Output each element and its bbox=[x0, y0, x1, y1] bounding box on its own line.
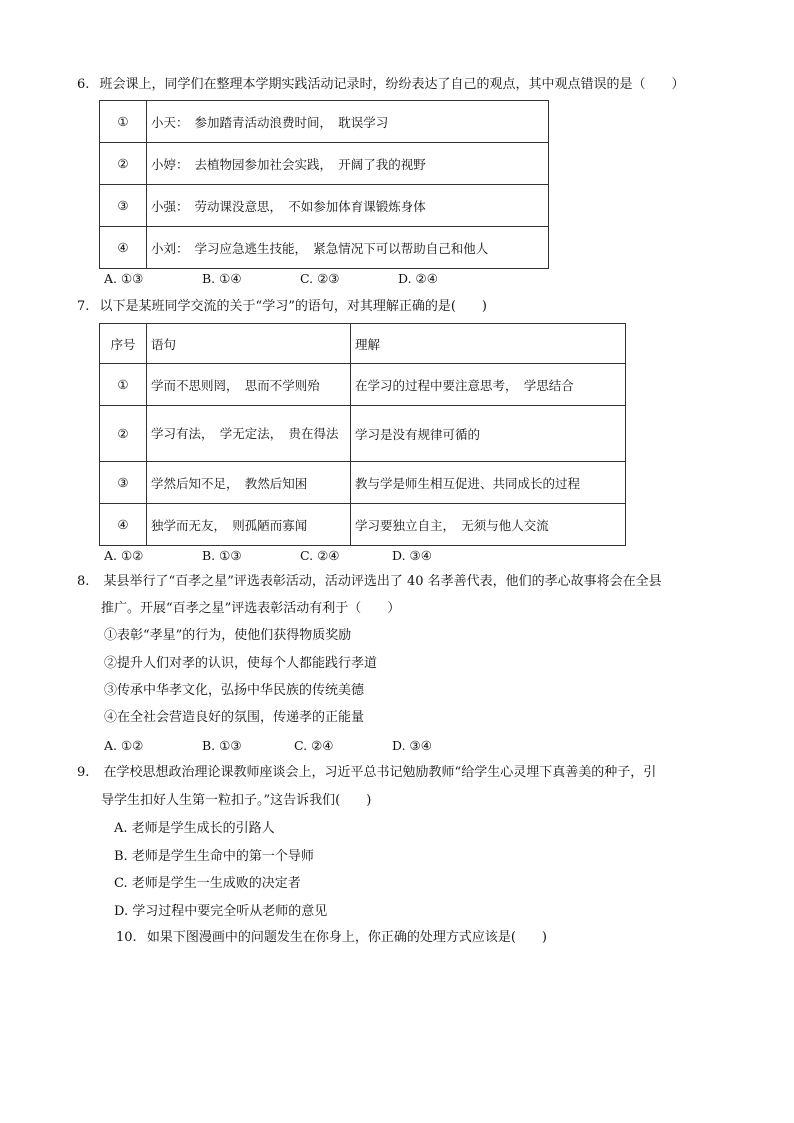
q7-table bbox=[99, 323, 626, 546]
statement-item: ④在全社会营造良好的氛围，传递孝的正能量 bbox=[104, 710, 365, 725]
header-index: 序号 bbox=[100, 324, 147, 364]
row-meaning: 教与学是师生相互促进、共同成长的过程 bbox=[351, 462, 626, 504]
table-row bbox=[100, 504, 626, 546]
q6-options bbox=[104, 271, 438, 287]
option-c[interactable]: C. ②④ bbox=[300, 548, 340, 563]
table-row bbox=[100, 143, 549, 185]
question-6 bbox=[77, 75, 734, 95]
option-b[interactable]: B. ①④ bbox=[202, 271, 242, 286]
statement-item: ②提升人们对孝的认识，使每个人都能践行孝道 bbox=[104, 656, 378, 671]
question-number: 8. bbox=[77, 574, 90, 589]
choice-c[interactable]: C. 老师是学生一生成败的决定者 bbox=[114, 876, 301, 891]
question-stem-line2: 推广。开展“百孝之星”评选表彰活动有利于（ ） bbox=[101, 601, 401, 616]
option-a[interactable]: A. ①② bbox=[104, 548, 144, 563]
statement-item: ①表彰“孝星”的行为，使他们获得物质奖励 bbox=[104, 628, 352, 643]
option-b[interactable]: B. ①③ bbox=[202, 738, 242, 753]
row-meaning: 学习是没有规律可循的 bbox=[351, 406, 626, 462]
table-row bbox=[100, 185, 549, 227]
table-row bbox=[100, 406, 626, 462]
speaker-name: 小刘： bbox=[151, 240, 189, 256]
table-row bbox=[100, 227, 549, 269]
choice-a[interactable]: A. 老师是学生成长的引路人 bbox=[114, 821, 275, 836]
option-b[interactable]: B. ①③ bbox=[202, 548, 242, 563]
question-stem-line1: 某县举行了“百孝之星”评选表彰活动，活动评选出了 40 名孝善代表，他们的孝心故事将会在全县 bbox=[103, 574, 662, 589]
speaker-name: 小婷： bbox=[151, 156, 189, 172]
question-stem: 班会课上，同学们在整理本学期实践活动记录时，纷纷表达了自己的观点，其中观点错误的是（ ） bbox=[99, 77, 685, 92]
question-number: 7. bbox=[77, 299, 90, 314]
question-8 bbox=[77, 572, 734, 592]
row-meaning: 在学习的过程中要注意思考， 学思结合 bbox=[351, 364, 626, 406]
question-number: 9. bbox=[77, 765, 90, 780]
option-c[interactable]: C. ②④ bbox=[294, 738, 334, 753]
row-text bbox=[147, 227, 549, 269]
row-sentence: 学然后知不足， 教然后知困 bbox=[147, 462, 351, 504]
choice-b[interactable]: B. 老师是学生生命中的第一个导师 bbox=[114, 849, 314, 864]
question-stem-line1: 在学校思想政治理论课教师座谈会上，习近平总书记勉励教师“给学生心灵埋下真善美的种子，引 bbox=[103, 765, 657, 780]
question-stem: 如果下图漫画中的问题发生在你身上，你正确的处理方式应该是( ) bbox=[146, 930, 547, 945]
row-mark: ③ bbox=[100, 462, 147, 504]
question-9-line2 bbox=[101, 791, 734, 811]
row-text bbox=[147, 185, 549, 227]
option-c[interactable]: C. ②③ bbox=[300, 271, 340, 286]
option-a[interactable]: A. ①② bbox=[104, 738, 144, 753]
row-text bbox=[147, 143, 549, 185]
row-mark: ① bbox=[100, 101, 147, 143]
question-10 bbox=[116, 928, 734, 948]
table-header-row bbox=[100, 324, 626, 364]
speaker-view: 去植物园参加社会实践， 开阔了我的视野 bbox=[194, 156, 426, 172]
row-mark: ② bbox=[100, 143, 147, 185]
option-d[interactable]: D. ③④ bbox=[392, 738, 432, 753]
row-text bbox=[147, 101, 549, 143]
speaker-view: 参加踏青活动浪费时间， 耽误学习 bbox=[194, 114, 389, 130]
question-stem: 以下是某班同学交流的关于“学习”的语句，对其理解正确的是( ) bbox=[99, 299, 487, 314]
question-number: 10. bbox=[116, 930, 137, 945]
row-mark: ④ bbox=[100, 504, 147, 546]
speaker-view: 学习应急逃生技能， 紧急情况下可以帮助自己和他人 bbox=[194, 240, 489, 256]
speaker-name: 小强： bbox=[151, 198, 189, 214]
option-a[interactable]: A. ①③ bbox=[104, 271, 144, 286]
question-number: 6. bbox=[77, 77, 90, 92]
choice-d[interactable]: D. 学习过程中要完全听从老师的意见 bbox=[114, 904, 328, 919]
question-stem-line2: 导学生扣好人生第一粒扣子。”这告诉我们( ) bbox=[101, 793, 372, 808]
row-mark: ④ bbox=[100, 227, 147, 269]
statement-item: ③传承中华孝文化，弘扬中华民族的传统美德 bbox=[104, 683, 365, 698]
row-mark: ① bbox=[100, 364, 147, 406]
row-meaning: 学习要独立自主， 无须与他人交流 bbox=[351, 504, 626, 546]
option-d[interactable]: D. ②④ bbox=[398, 271, 438, 286]
row-sentence: 学而不思则罔， 思而不学则殆 bbox=[147, 364, 351, 406]
header-sentence: 语句 bbox=[147, 324, 351, 364]
header-meaning: 理解 bbox=[351, 324, 626, 364]
question-7 bbox=[77, 297, 734, 317]
row-mark: ② bbox=[100, 406, 147, 462]
speaker-name: 小天： bbox=[151, 114, 189, 130]
question-8-line2 bbox=[101, 599, 734, 619]
table-row bbox=[100, 101, 549, 143]
question-9 bbox=[77, 763, 734, 783]
q8-options bbox=[104, 738, 432, 754]
speaker-view: 劳动课没意思， 不如参加体育课锻炼身体 bbox=[194, 198, 426, 214]
row-sentence: 独学而无友， 则孤陋而寡闻 bbox=[147, 504, 351, 546]
table-row bbox=[100, 462, 626, 504]
q6-table bbox=[99, 100, 549, 269]
option-d[interactable]: D. ③④ bbox=[392, 548, 432, 563]
table-row bbox=[100, 364, 626, 406]
row-sentence: 学习有法， 学无定法， 贵在得法 bbox=[147, 406, 351, 462]
q7-options bbox=[104, 548, 432, 564]
row-mark: ③ bbox=[100, 185, 147, 227]
